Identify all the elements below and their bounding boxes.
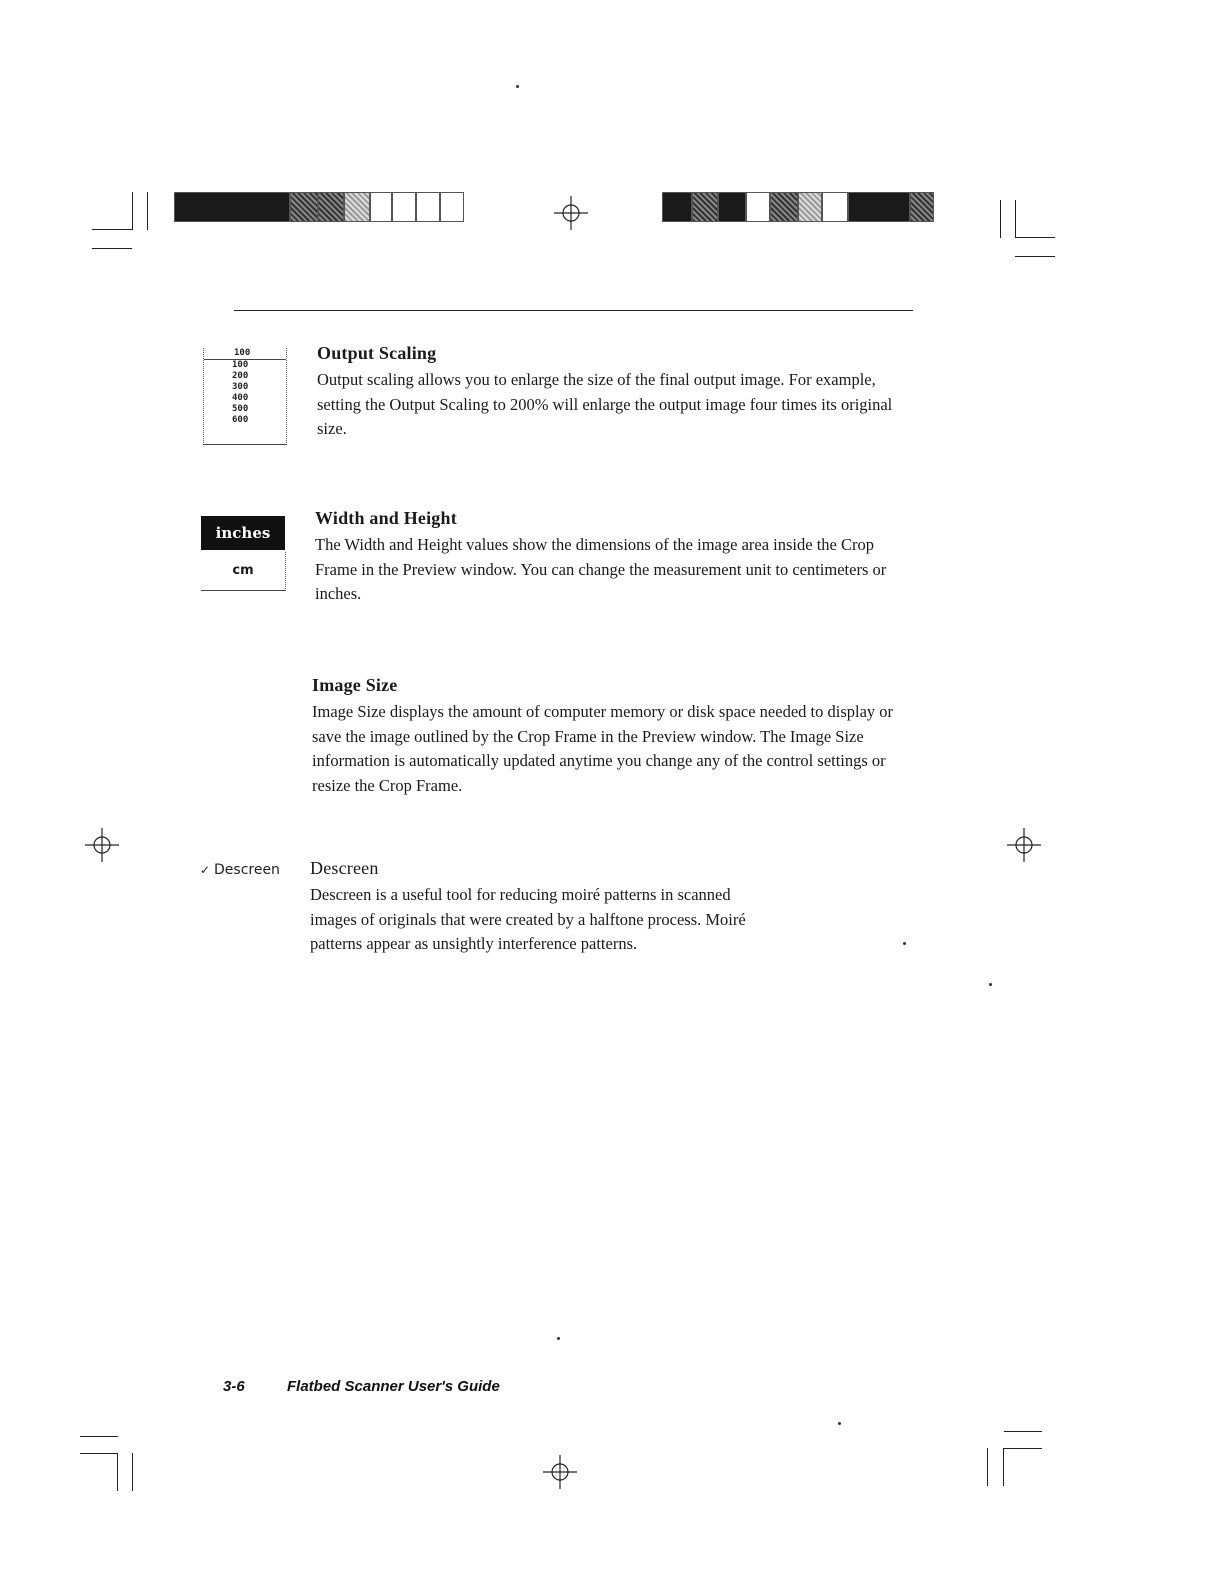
header-rule	[234, 310, 913, 311]
scan-speck	[989, 983, 992, 986]
scan-speck	[838, 1422, 841, 1425]
section-body: Image Size displays the amount of computer memory or disk space needed to display or save the image outlined by the Crop Frame in the Preview window. The Image Size information is automatically updated anytime you change any of the control settings or resize the Crop Frame.	[312, 702, 894, 795]
section-descreen	[310, 858, 780, 957]
reg-cell	[770, 192, 798, 222]
reg-cell	[822, 192, 848, 222]
crop-mark	[1000, 200, 1001, 238]
crop-mark	[1003, 1448, 1004, 1486]
section-body: Descreen is a useful tool for reducing moiré patterns in scanned images of originals that were created by a halftone process. Moiré patterns appear as unsightly interference patterns.	[310, 885, 746, 953]
crop-mark	[147, 192, 148, 230]
reg-cell	[718, 192, 746, 222]
scan-speck	[903, 942, 906, 945]
crop-mark	[1015, 237, 1055, 238]
section-image-size	[312, 675, 912, 798]
section-heading: Output Scaling	[317, 343, 437, 363]
unit-selected[interactable]: inches	[201, 516, 285, 550]
crop-mark	[92, 248, 132, 249]
section-heading: Descreen	[310, 858, 379, 878]
scaling-option[interactable]: 400	[232, 393, 249, 403]
descreen-checkbox-label: Descreen	[214, 862, 280, 878]
registration-target-icon	[543, 1455, 577, 1489]
checkmark-icon: ✓	[200, 863, 211, 877]
reg-cell	[910, 192, 934, 222]
registration-target-icon	[1007, 828, 1041, 862]
reg-cell	[692, 192, 718, 222]
crop-mark	[92, 229, 132, 230]
reg-cell	[416, 192, 440, 222]
section-heading: Image Size	[312, 675, 398, 695]
section-body: The Width and Height values show the dimensions of the image area inside the Crop Frame in the Preview window. You can change the measurement unit to centimeters or inches.	[315, 535, 887, 603]
registration-target-icon	[554, 196, 588, 230]
scan-speck	[557, 1337, 560, 1340]
scan-speck	[516, 85, 519, 88]
section-heading: Width and Height	[315, 508, 457, 528]
reg-cell	[440, 192, 464, 222]
reg-cell	[344, 192, 370, 222]
unit-option[interactable]: cm	[201, 552, 286, 591]
reg-cell	[798, 192, 822, 222]
reg-cell	[174, 192, 290, 222]
crop-mark	[80, 1453, 118, 1454]
reg-cell	[662, 192, 692, 222]
section-output-scaling	[317, 343, 917, 442]
crop-mark	[1004, 1448, 1042, 1449]
scaling-option[interactable]: 100	[232, 360, 249, 370]
crop-mark	[1015, 256, 1055, 257]
crop-mark	[80, 1436, 118, 1437]
registration-bar-right	[662, 192, 934, 224]
crop-mark	[1004, 1431, 1042, 1432]
crop-mark	[132, 1453, 133, 1491]
reg-cell	[370, 192, 392, 222]
book-title: Flatbed Scanner User's Guide	[287, 1378, 500, 1395]
registration-target-icon	[85, 828, 119, 862]
reg-cell	[392, 192, 416, 222]
crop-mark	[117, 1453, 118, 1491]
reg-cell	[848, 192, 910, 222]
reg-cell	[318, 192, 344, 222]
section-body: Output scaling allows you to enlarge the size of the final output image. For example, setting the Output Scaling to 200% will enlarge the output image four times its original size.	[317, 370, 893, 438]
crop-mark	[987, 1448, 988, 1486]
page-number: 3-6	[223, 1378, 245, 1395]
section-width-height	[315, 508, 915, 607]
scaling-selected-value: 100	[204, 348, 286, 360]
scaling-option[interactable]: 600	[232, 415, 249, 425]
reg-cell	[290, 192, 318, 222]
crop-mark	[132, 192, 133, 230]
measurement-unit-dropdown[interactable]	[201, 512, 285, 592]
scaling-option[interactable]: 500	[232, 404, 249, 414]
scaling-option[interactable]: 200	[232, 371, 249, 381]
crop-mark	[1015, 200, 1016, 238]
scaling-option[interactable]: 300	[232, 382, 249, 392]
output-scaling-list[interactable]	[203, 348, 287, 445]
descreen-checkbox[interactable]	[200, 862, 290, 884]
reg-cell	[746, 192, 770, 222]
registration-bar-left	[174, 192, 464, 224]
